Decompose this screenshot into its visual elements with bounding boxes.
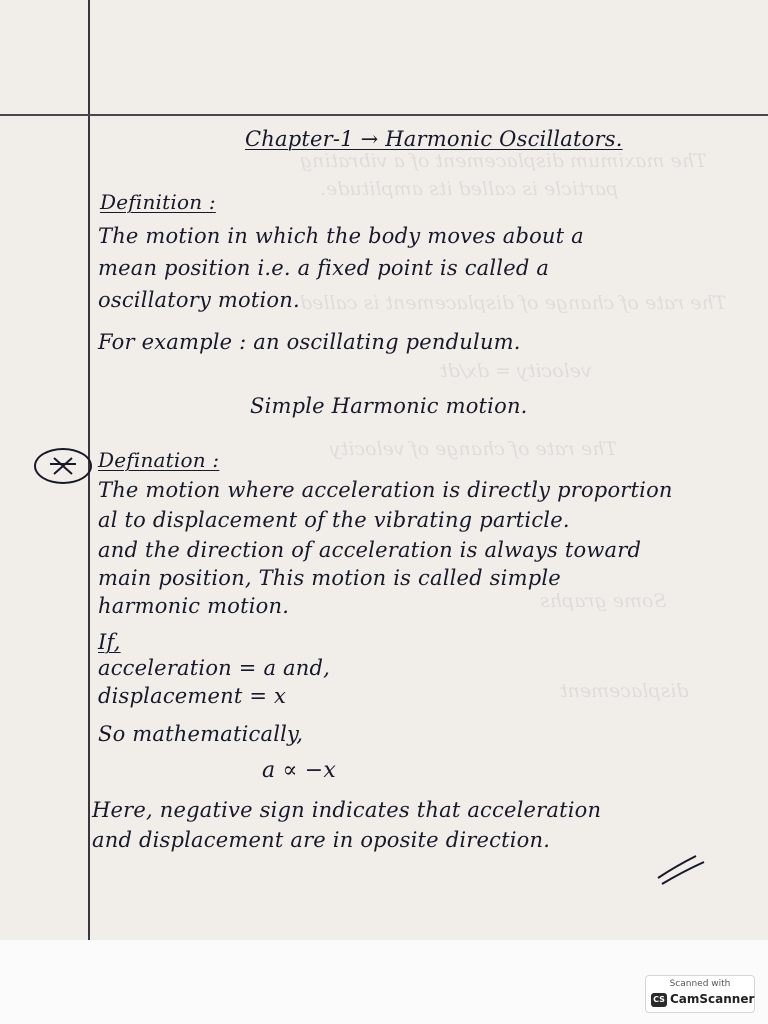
shm-line: harmonic motion.: [98, 594, 290, 618]
conclusion-line: Here, negative sign indicates that acceleration: [92, 798, 602, 822]
definition-line: The motion in which the body moves about a: [98, 224, 584, 248]
shm-line: main position, This motion is called simple: [98, 566, 561, 590]
camscanner-logo-icon: CS: [651, 993, 667, 1007]
scanner-caption: Scanned with: [669, 979, 731, 989]
bleed-through-text: particle is called its amplitude.: [320, 178, 619, 200]
definition-line: oscillatory motion.: [98, 288, 300, 312]
definition-line: mean position i.e. a fixed point is called a: [98, 256, 550, 280]
displacement-line: displacement = x: [98, 684, 287, 708]
bleed-through-text: The rate of change of velocity: [330, 438, 618, 460]
if-label: If,: [98, 630, 121, 654]
acceleration-line: acceleration = a and,: [98, 656, 331, 680]
page-title: Chapter-1 → Harmonic Oscillators.: [245, 127, 623, 151]
bleed-through-text: velocity = dx/dt: [440, 360, 592, 382]
header-line: [0, 114, 768, 116]
bleed-through-text: displacement: [560, 680, 689, 702]
shm-definition-heading: Defination :: [98, 448, 220, 472]
example-line: For example : an oscillating pendulum.: [98, 330, 521, 354]
conclusion-line: and displacement are in oposite direction.: [92, 828, 551, 852]
double-slash-end-mark-icon: [652, 852, 712, 886]
circled-cross-mark-icon: [34, 448, 92, 484]
math-line: So mathematically,: [98, 722, 304, 746]
proportionality-formula: a ∝ −x: [262, 758, 337, 783]
scanner-badge: [645, 975, 755, 1013]
bleed-through-text: The rate of change of displacement is called: [300, 292, 727, 314]
section-subheading: Simple Harmonic motion.: [250, 394, 528, 418]
definition-heading: Definition :: [100, 190, 216, 214]
bleed-through-text: The maximum displacement of a vibrating: [300, 150, 707, 172]
scanner-name: CamScanner: [670, 992, 755, 1006]
shm-line: The motion where acceleration is directly proportion: [98, 478, 673, 502]
shm-line: and the direction of acceleration is always toward: [98, 538, 642, 562]
bleed-through-text: Some graphs: [540, 590, 667, 612]
shm-line: al to displacement of the vibrating particle.: [98, 508, 570, 532]
